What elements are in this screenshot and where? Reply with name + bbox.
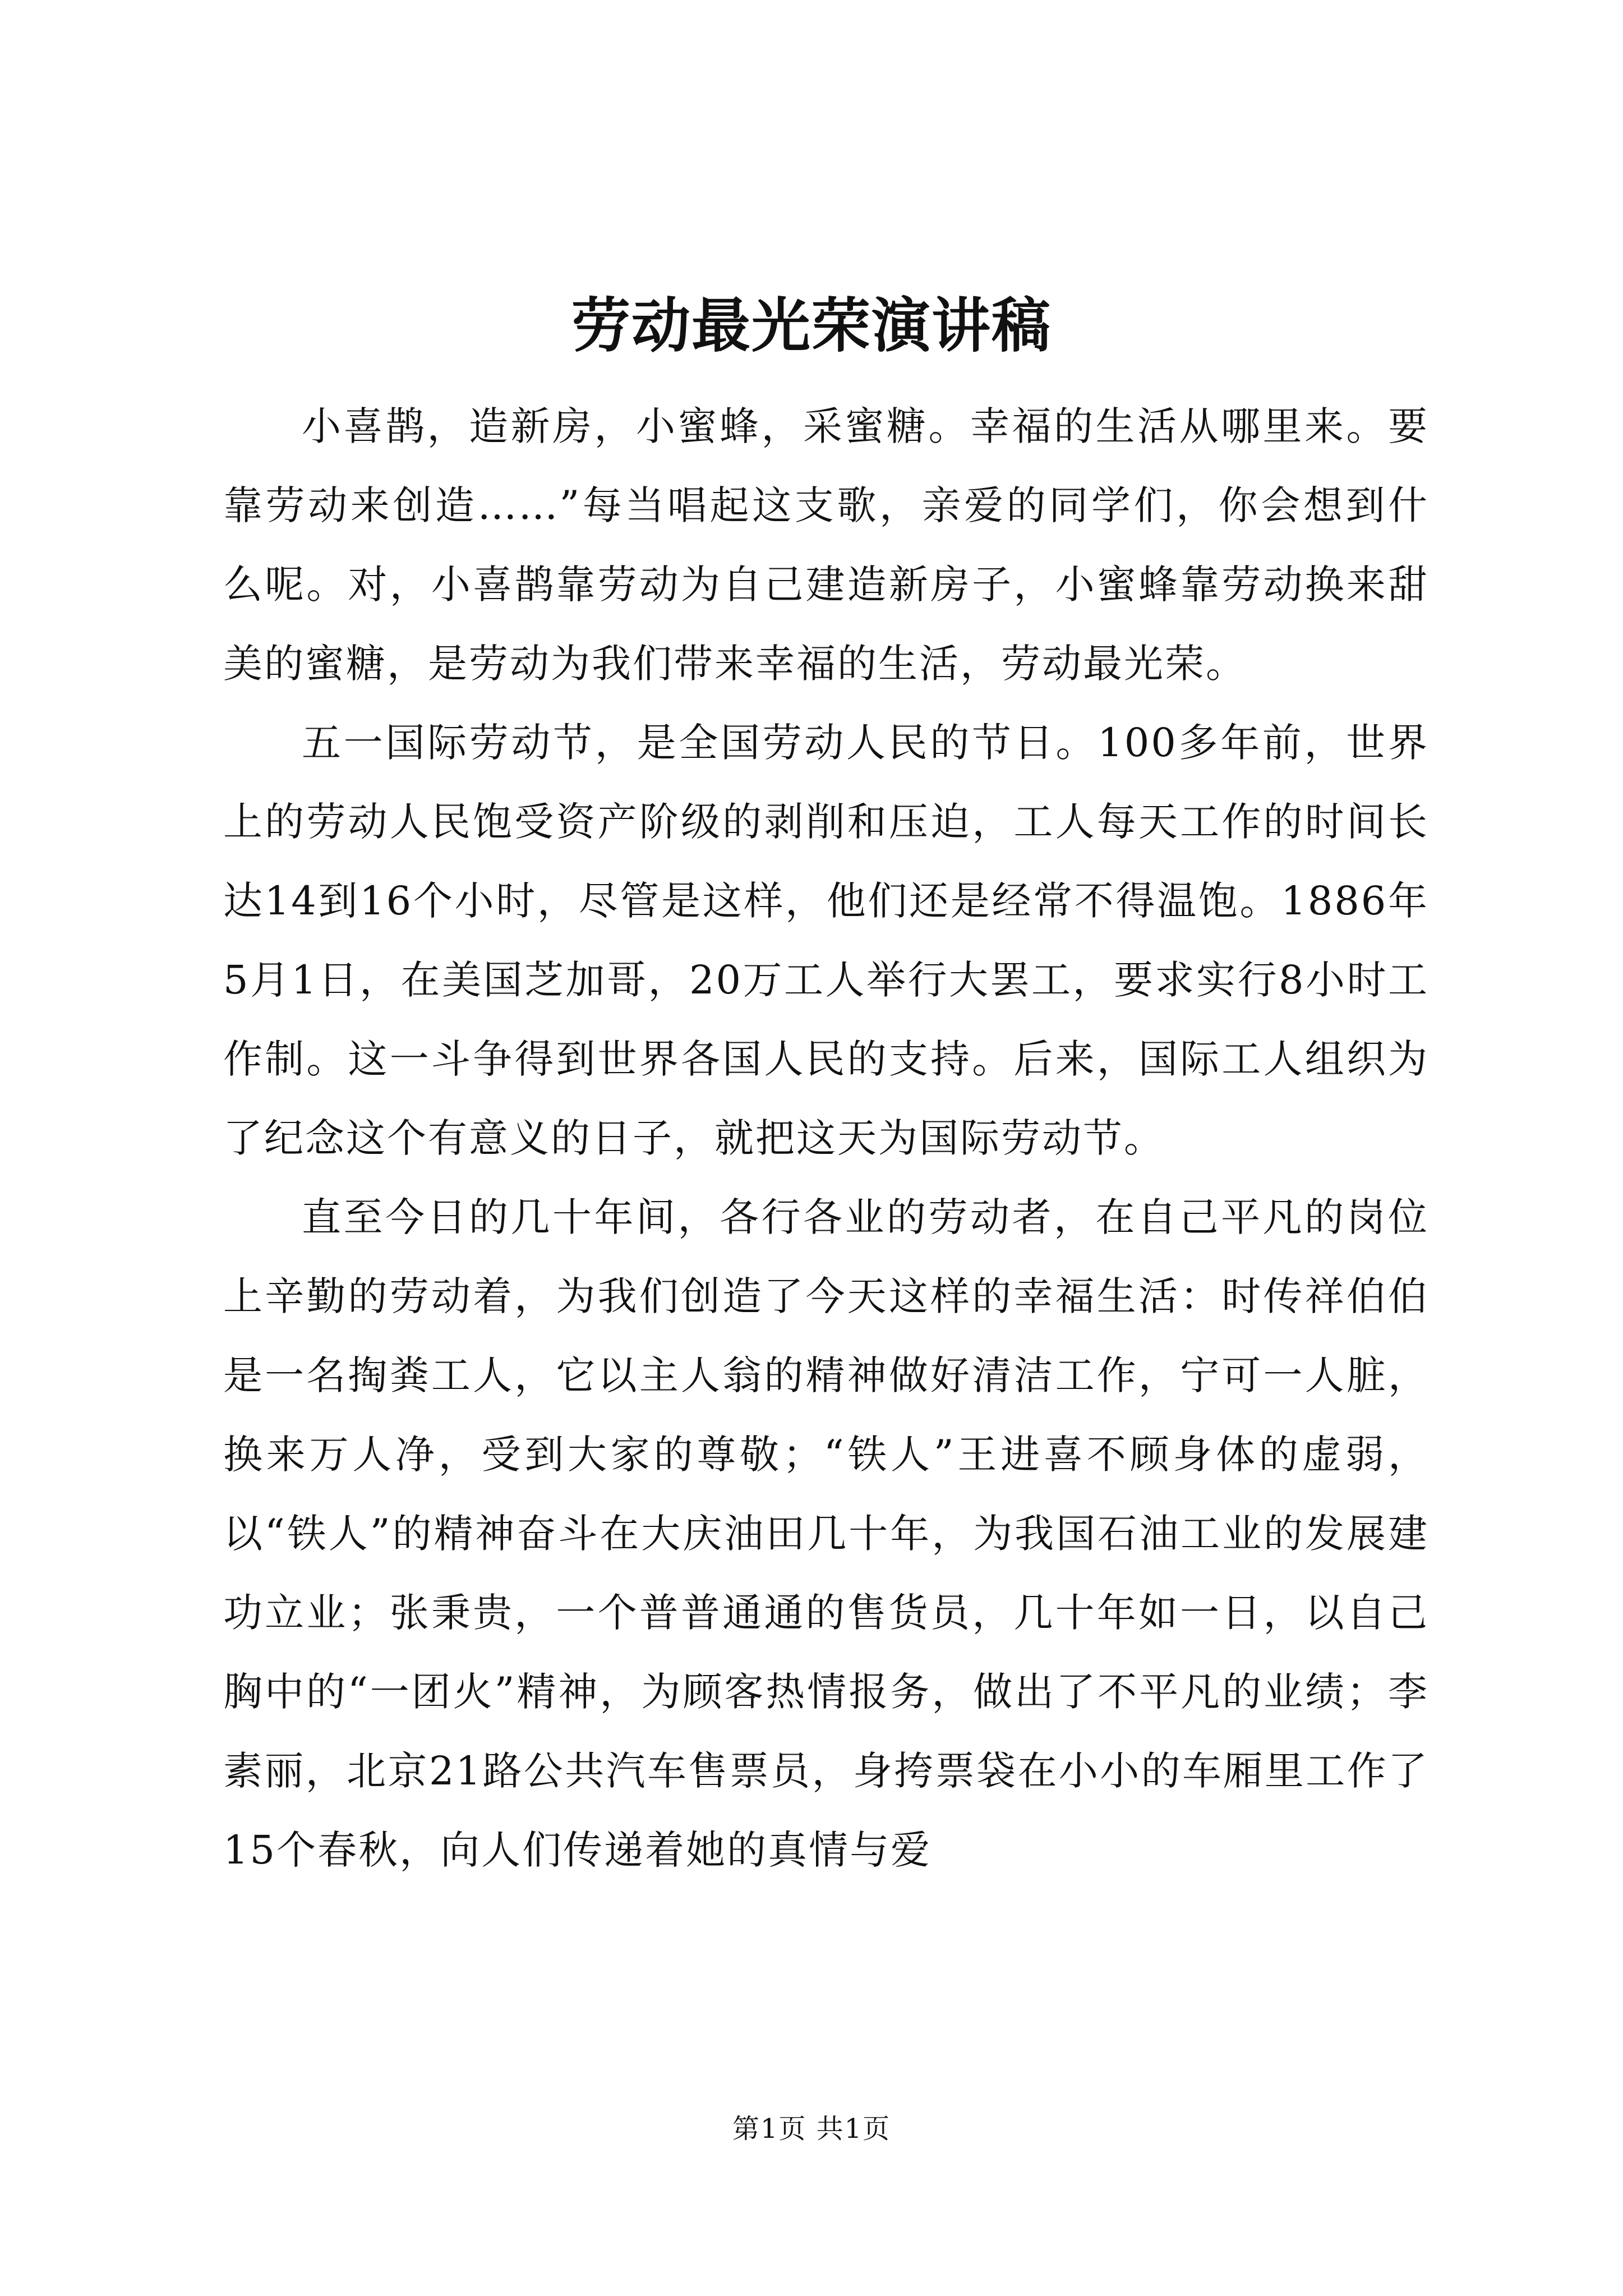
page-footer: 第1页 共1页 (732, 2113, 891, 2145)
document-title: 劳动最光荣演讲稿 (571, 291, 1052, 360)
paragraph-3: 直至今日的几十年间，各行各业的劳动者，在自己平凡的岗位上辛勤的劳动着，为我们创造了今天这样的幸福生活：时传祥伯伯是一名掏粪工人，它以主人翁的精神做好清洁工作，宁可一人脏，换来万人净，受到大家的尊敬；“铁人”王进喜不顾身体的虚弱，以“铁人”的精神奋斗在大庆油田几十年，为我国石油工业的发展建功立业；张秉贵，一个普普通通的售货员，几十年如一日，以自己胸中的“一团火”精神，为顾客热情报务，做出了不平凡的业绩；李素丽，北京21路公共汽车售票员，身挎票袋在小小的车厢里工作了15个春秋，向人们传递着她的真情与爱 (223, 1194, 1429, 1873)
document-body (223, 387, 1429, 1890)
paragraph-2: 五一国际劳动节，是全国劳动人民的节日。100多年前，世界上的劳动人民饱受资产阶级的剥削和压迫，工人每天工作的时间长达14到16个小时，尽管是这样，他们还是经常不得温饱。1886年5月1日，在美国芝加哥，20万工人举行大罢工，要求实行8小时工作制。这一斗争得到世界各国人民的支持。后来，国际工人组织为了纪念这个有意义的日子，就把这天为国际劳动节。 (223, 720, 1429, 1161)
paragraph-1: 小喜鹊，造新房，小蜜蜂，采蜜糖。幸福的生活从哪里来。要靠劳动来创造……”每当唱起这支歌，亲爱的同学们，你会想到什么呢。对，小喜鹊靠劳动为自己建造新房子，小蜜蜂靠劳动换来甜美的蜜糖，是劳动为我们带来幸福的生活，劳动最光荣。 (223, 403, 1429, 687)
